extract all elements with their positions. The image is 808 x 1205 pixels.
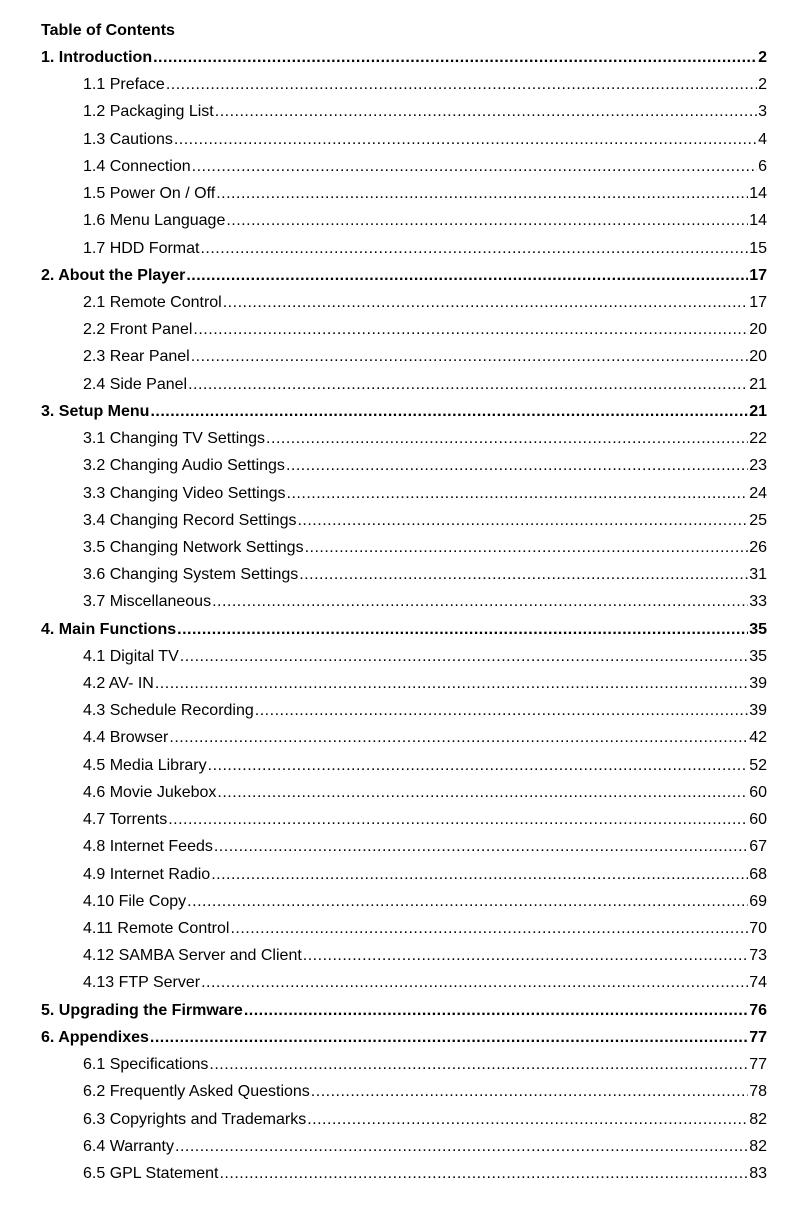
toc-dot-leader <box>311 1078 748 1105</box>
toc-entry-label: 1.2 Packaging List <box>83 103 214 121</box>
toc-entry-label: 3.2 Changing Audio Settings <box>83 457 285 475</box>
toc-dot-leader <box>150 398 748 425</box>
toc-dot-leader <box>168 806 748 833</box>
toc-entry-label: 1.5 Power On / Off <box>83 185 216 203</box>
toc-entry-label: 5. Upgrading the Firmware <box>41 1001 243 1019</box>
toc-entry-label: 6.1 Specifications <box>83 1056 209 1074</box>
toc-dot-leader <box>287 480 749 507</box>
toc-dot-leader <box>212 588 748 615</box>
toc-subsection-entry[interactable] <box>0 153 808 180</box>
toc-subsection-entry[interactable] <box>0 180 808 207</box>
toc-dot-leader <box>201 969 748 996</box>
toc-subsection-entry[interactable] <box>0 1106 808 1133</box>
toc-entry-label: 6.2 Frequently Asked Questions <box>83 1083 310 1101</box>
toc-dot-leader <box>193 316 748 343</box>
toc-subsection-entry[interactable] <box>0 1051 808 1078</box>
toc-page-number: 77 <box>749 1028 767 1046</box>
toc-page-number: 60 <box>749 811 767 829</box>
toc-subsection-entry[interactable] <box>0 643 808 670</box>
toc-subsection-entry[interactable] <box>0 207 808 234</box>
toc-page-number: 73 <box>749 947 767 965</box>
toc-page-number: 52 <box>749 756 767 774</box>
toc-dot-leader <box>186 262 748 289</box>
toc-page-number: 35 <box>749 620 767 638</box>
toc-dot-leader <box>180 643 748 670</box>
toc-page-number: 2 <box>758 76 767 94</box>
toc-subsection-entry[interactable] <box>0 833 808 860</box>
toc-entry-label: 3. Setup Menu <box>41 402 150 420</box>
toc-dot-leader <box>299 561 748 588</box>
toc-subsection-entry[interactable] <box>0 126 808 153</box>
toc-entry-label: 4.7 Torrents <box>83 811 168 829</box>
toc-subsection-entry[interactable] <box>0 888 808 915</box>
toc-entry-label: 6.4 Warranty <box>83 1137 174 1155</box>
toc-page-number: 4 <box>758 130 767 148</box>
toc-dot-leader <box>216 180 748 207</box>
toc-entry-label: 1.6 Menu Language <box>83 212 226 230</box>
toc-entry-label: 4.5 Media Library <box>83 756 207 774</box>
toc-subsection-entry[interactable] <box>0 343 808 370</box>
toc-section-entry[interactable] <box>0 262 808 289</box>
toc-dot-leader <box>192 153 757 180</box>
toc-dot-leader <box>217 779 748 806</box>
toc-entry-label: 4.10 File Copy <box>83 892 187 910</box>
toc-subsection-entry[interactable] <box>0 1078 808 1105</box>
toc-page-number: 21 <box>749 375 767 393</box>
toc-dot-leader <box>223 289 748 316</box>
toc-section-entry[interactable] <box>0 398 808 425</box>
toc-subsection-entry[interactable] <box>0 425 808 452</box>
toc-dot-leader <box>226 207 748 234</box>
toc-dot-leader <box>174 126 757 153</box>
toc-subsection-entry[interactable] <box>0 316 808 343</box>
toc-dot-leader <box>266 425 748 452</box>
toc-entry-label: 6.3 Copyrights and Trademarks <box>83 1110 307 1128</box>
toc-subsection-entry[interactable] <box>0 969 808 996</box>
toc-entry-label: 4.3 Schedule Recording <box>83 702 254 720</box>
toc-subsection-entry[interactable] <box>0 1133 808 1160</box>
toc-page-number: 6 <box>758 157 767 175</box>
toc-section-entry[interactable] <box>0 616 808 643</box>
toc-dot-leader <box>208 752 749 779</box>
toc-dot-leader <box>153 44 757 71</box>
toc-page-number: 14 <box>749 212 767 230</box>
toc-entry-label: 2.2 Front Panel <box>83 321 193 339</box>
toc-dot-leader <box>191 343 748 370</box>
toc-dot-leader <box>307 1106 748 1133</box>
toc-subsection-entry[interactable] <box>0 724 808 751</box>
toc-entry-label: 2.1 Remote Control <box>83 293 222 311</box>
toc-entry-label: 4.13 FTP Server <box>83 974 201 992</box>
toc-title: Table of Contents <box>41 22 175 39</box>
toc-list <box>0 44 808 1187</box>
toc-subsection-entry[interactable] <box>0 752 808 779</box>
toc-page-number: 42 <box>749 729 767 747</box>
toc-page-number: 70 <box>749 920 767 937</box>
toc-section-entry[interactable] <box>0 1024 808 1051</box>
toc-section-entry[interactable] <box>0 997 808 1024</box>
toc-page-number: 21 <box>749 402 767 420</box>
toc-subsection-entry[interactable] <box>0 71 808 98</box>
toc-entry-label: 1. Introduction <box>41 49 153 66</box>
toc-dot-leader <box>200 235 748 262</box>
toc-entry-label: 4.4 Browser <box>83 729 169 747</box>
toc-entry-label: 1.1 Preface <box>83 76 165 94</box>
toc-subsection-entry[interactable] <box>0 1160 808 1187</box>
toc-subsection-entry[interactable] <box>0 779 808 806</box>
toc-page-number: 67 <box>749 838 767 856</box>
toc-entry-label: 4.6 Movie Jukebox <box>83 783 217 801</box>
toc-page-number: 20 <box>749 321 767 339</box>
toc-page-number: 17 <box>749 266 767 284</box>
toc-page-number: 23 <box>749 457 767 475</box>
toc-dot-leader <box>305 534 749 561</box>
toc-dot-leader <box>155 670 748 697</box>
toc-page-number: 3 <box>758 103 767 121</box>
toc-page-number: 39 <box>749 702 767 720</box>
toc-entry-label: 3.7 Miscellaneous <box>83 593 212 611</box>
toc-dot-leader <box>175 1133 748 1160</box>
toc-page-number: 20 <box>749 348 767 366</box>
toc-dot-leader <box>211 861 748 888</box>
toc-subsection-entry[interactable] <box>0 98 808 125</box>
toc-page-number: 82 <box>749 1110 767 1128</box>
toc-entry-label: 6. Appendixes <box>41 1028 149 1046</box>
toc-entry-label: 4.1 Digital TV <box>83 647 179 665</box>
toc-dot-leader <box>244 997 748 1024</box>
toc-entry-label: 2.4 Side Panel <box>83 375 188 393</box>
toc-dot-leader <box>169 724 748 751</box>
toc-entry-label: 2. About the Player <box>41 266 186 284</box>
toc-entry-label: 3.1 Changing TV Settings <box>83 430 266 448</box>
toc-subsection-entry[interactable] <box>0 697 808 724</box>
toc-entry-label: 1.3 Cautions <box>83 130 173 148</box>
toc-entry-label: 4.12 SAMBA Server and Client <box>83 947 302 965</box>
toc-page-number: 2 <box>758 49 767 66</box>
toc-dot-leader <box>230 915 748 942</box>
toc-page-number: 77 <box>749 1056 767 1074</box>
toc-page-number: 78 <box>749 1083 767 1101</box>
toc-entry-label: 6.5 GPL Statement <box>83 1164 219 1182</box>
toc-subsection-entry[interactable] <box>0 235 808 262</box>
toc-subsection-entry[interactable] <box>0 371 808 398</box>
toc-subsection-entry[interactable] <box>0 861 808 888</box>
toc-entry-label: 4.8 Internet Feeds <box>83 838 213 856</box>
toc-subsection-entry[interactable] <box>0 670 808 697</box>
toc-dot-leader <box>209 1051 748 1078</box>
toc-subsection-entry[interactable] <box>0 452 808 479</box>
toc-subsection-entry[interactable] <box>0 942 808 969</box>
toc-entry-label: 4.2 AV- IN <box>83 675 154 693</box>
toc-dot-leader <box>215 98 757 125</box>
toc-subsection-entry[interactable] <box>0 480 808 507</box>
toc-dot-leader <box>297 507 748 534</box>
toc-page-number: 69 <box>749 892 767 910</box>
toc-section-entry[interactable] <box>0 44 808 71</box>
toc-page-number: 15 <box>749 239 767 257</box>
toc-page-number: 31 <box>749 566 767 584</box>
toc-subsection-entry[interactable] <box>0 915 808 942</box>
toc-page-number: 60 <box>749 783 767 801</box>
toc-dot-leader <box>166 71 757 98</box>
toc-page-number: 25 <box>749 511 767 529</box>
toc-dot-leader <box>303 942 748 969</box>
toc-subsection-entry[interactable] <box>0 561 808 588</box>
toc-entry-label: 3.6 Changing System Settings <box>83 566 299 584</box>
toc-dot-leader <box>255 697 748 724</box>
toc-page-number: 22 <box>749 430 767 448</box>
toc-subsection-entry[interactable] <box>0 534 808 561</box>
toc-page-number: 35 <box>749 647 767 665</box>
toc-dot-leader <box>188 371 748 398</box>
toc-entry-label: 3.5 Changing Network Settings <box>83 538 304 556</box>
toc-entry-label: 3.3 Changing Video Settings <box>83 484 286 502</box>
toc-entry-label: 1.4 Connection <box>83 157 191 175</box>
toc-page-number: 26 <box>749 538 767 556</box>
toc-page-number: 68 <box>749 865 767 883</box>
toc-page-number: 39 <box>749 675 767 693</box>
toc-subsection-entry[interactable] <box>0 588 808 615</box>
toc-page-number: 14 <box>749 185 767 203</box>
toc-entry-label: 2.3 Rear Panel <box>83 348 190 366</box>
toc-page-number: 82 <box>749 1137 767 1155</box>
toc-entry-label: 4. Main Functions <box>41 620 177 638</box>
toc-entry-label: 4.11 Remote Control <box>83 920 230 937</box>
toc-page-number: 74 <box>749 974 767 992</box>
toc-page-number: 76 <box>749 1001 767 1019</box>
toc-dot-leader <box>286 452 748 479</box>
toc-dot-leader <box>214 833 748 860</box>
toc-subsection-entry[interactable] <box>0 806 808 833</box>
toc-page-number: 24 <box>749 484 767 502</box>
toc-dot-leader <box>219 1160 748 1187</box>
toc-entry-label: 3.4 Changing Record Settings <box>83 511 297 529</box>
toc-subsection-entry[interactable] <box>0 289 808 316</box>
toc-entry-label: 1.7 HDD Format <box>83 239 200 257</box>
toc-subsection-entry[interactable] <box>0 507 808 534</box>
toc-dot-leader <box>187 888 748 915</box>
toc-dot-leader <box>150 1024 748 1051</box>
toc-dot-leader <box>177 616 748 643</box>
toc-entry-label: 4.9 Internet Radio <box>83 865 211 883</box>
toc-page-number: 33 <box>749 593 767 611</box>
toc-page-number: 83 <box>749 1164 767 1182</box>
toc-page-number: 17 <box>749 293 767 311</box>
